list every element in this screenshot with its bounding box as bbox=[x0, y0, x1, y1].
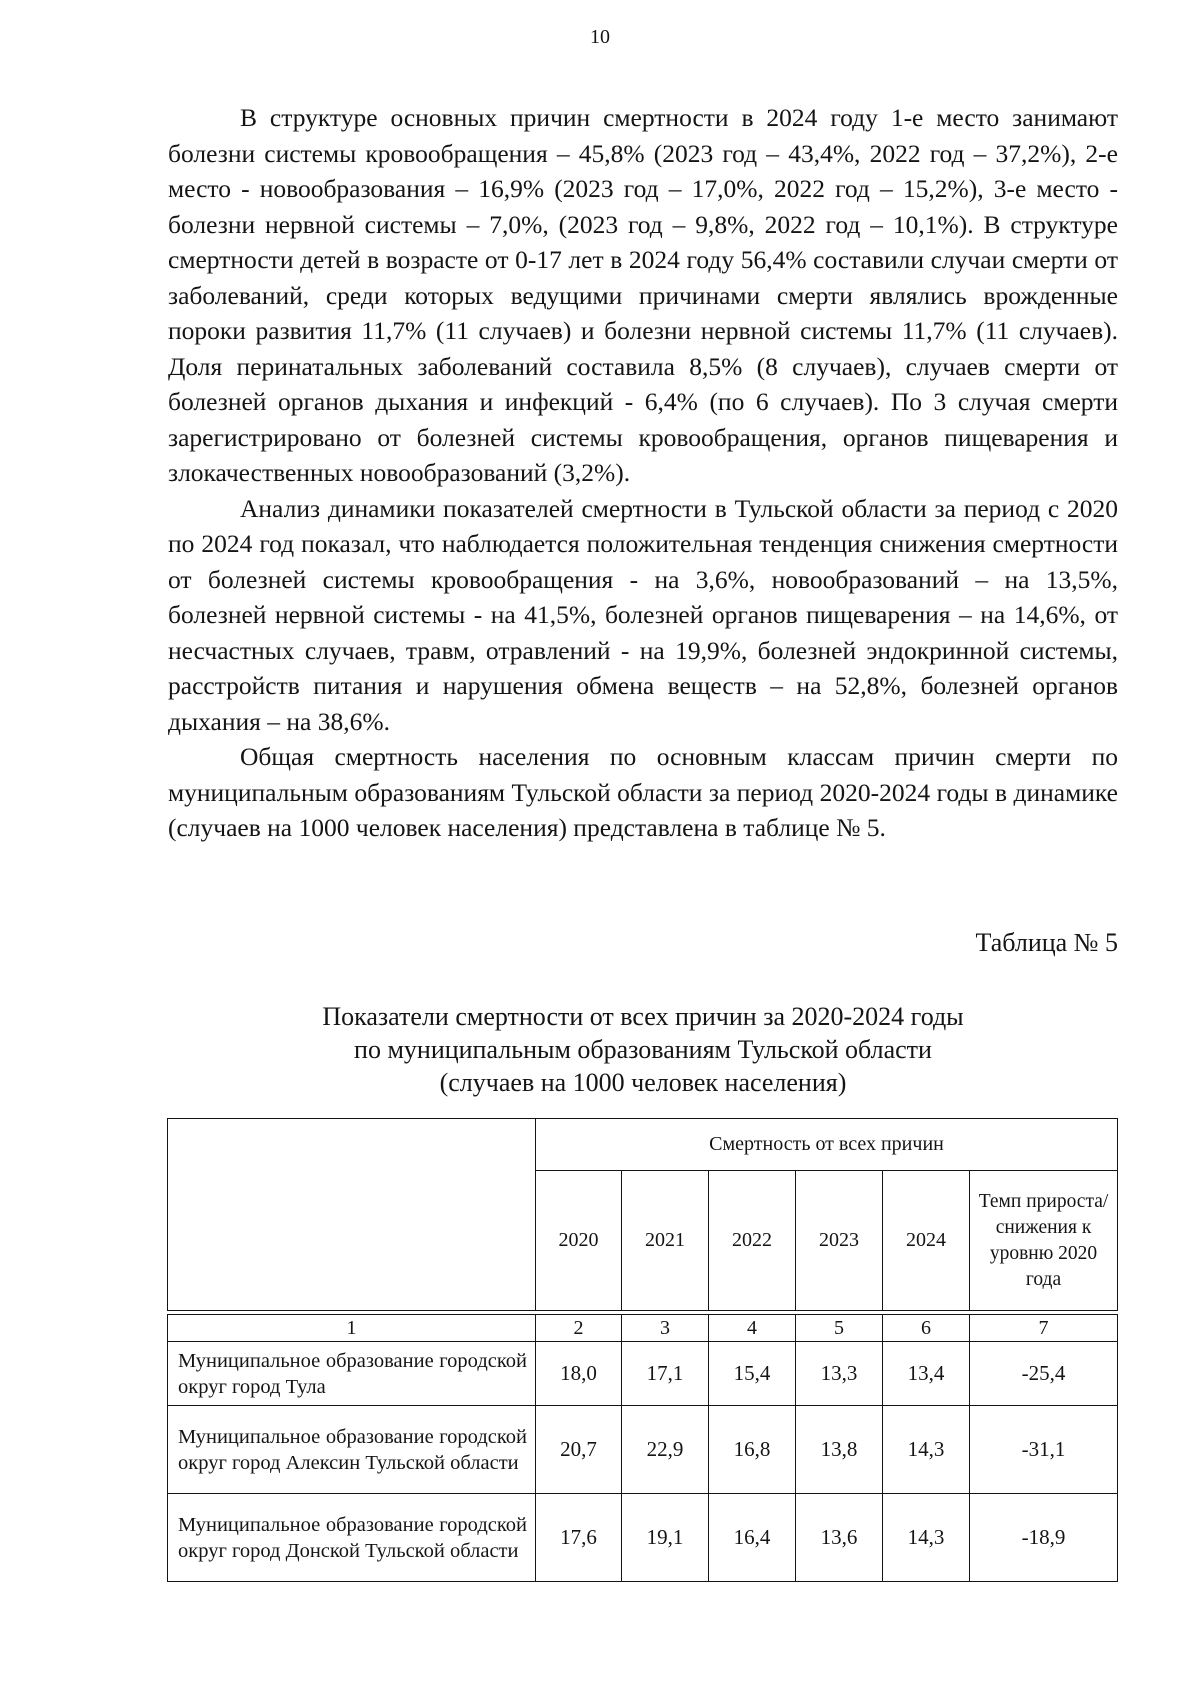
value-2023: 13,8 bbox=[796, 1406, 883, 1494]
year-header: 2024 bbox=[883, 1171, 970, 1311]
growth-rate-value: -25,4 bbox=[970, 1342, 1118, 1406]
growth-rate-value: -18,9 bbox=[970, 1494, 1118, 1582]
value-2022: 15,4 bbox=[709, 1342, 796, 1406]
year-header: 2020 bbox=[536, 1171, 622, 1311]
column-number: 6 bbox=[883, 1315, 970, 1342]
value-2021: 19,1 bbox=[622, 1494, 709, 1582]
column-number: 5 bbox=[796, 1315, 883, 1342]
value-2023: 13,3 bbox=[796, 1342, 883, 1406]
body-text bbox=[168, 100, 1118, 846]
table-title-line: по муниципальным образованиям Тульской области bbox=[354, 1035, 932, 1064]
column-number: 4 bbox=[709, 1315, 796, 1342]
paragraph: Общая смертность населения по основным классам причин смерти по муниципальным образованиям Тульской области за период 2020-2024 годы в динамике (случаев на 1000 человек населения) представлена в таблице № 5. bbox=[168, 742, 1118, 842]
data-table bbox=[167, 1314, 1117, 1582]
paragraph: Анализ динамики показателей смертности в Тульской области за период с 2020 по 2024 год показал, что наблюдается положительная тенденция снижения смертности от болезней системы кровообращения - на 3,6%, новообразований – на 13,5%, болезней нервной системы - на 41,5%, болезней органов пищеварения – на 14,6%, от несчастных случаев, травм, отравлений - на 19,9%, болезней эндокринной системы, расстройств питания и нарушения обмена веществ – на 52,8%, болезней органов дыхания – на 38,6%. bbox=[168, 493, 1118, 736]
year-header: 2023 bbox=[796, 1171, 883, 1311]
header-empty-cell bbox=[168, 1119, 536, 1311]
table-row bbox=[168, 1406, 1118, 1494]
table-title-line: (случаев на 1000 человек населения) bbox=[439, 1068, 847, 1097]
value-2024: 14,3 bbox=[883, 1494, 970, 1582]
column-number: 3 bbox=[622, 1315, 709, 1342]
row-name: Муниципальное образование городской округ город Тула bbox=[168, 1342, 536, 1406]
value-2024: 14,3 bbox=[883, 1406, 970, 1494]
value-2020: 18,0 bbox=[536, 1342, 622, 1406]
value-2022: 16,4 bbox=[709, 1494, 796, 1582]
value-2023: 13,6 bbox=[796, 1494, 883, 1582]
paragraph: В структуре основных причин смертности в 2024 году 1-е место занимают болезни системы кровообращения – 45,8% (2023 год – 43,4%, 2022 год – 37,2%), 2-е место - новообразования – 16,9% (2023 год – 17,0%, 2022 год – 15,2%), 3-е место - болезни нервной системы – 7,0%, (2023 год – 9,8%, 2022 год – 10,1%). В структуре смертности детей в возрасте от 0-17 лет в 2024 году 56,4% составили случаи смерти от заболеваний, среди которых ведущими причинами смерти являлись врожденные пороки развития 11,7% (11 случаев) и болезни нервной системы 11,7% (11 случаев). Доля перинатальных заболеваний составила 8,5% (8 случаев), случаев смерти от болезней органов дыхания и инфекций - 6,4% (по 6 случаев). По 3 случая смерти зарегистрировано от болезней системы кровообращения, органов пищеварения и злокачественных новообразований (3,2%). bbox=[168, 103, 1118, 487]
column-number: 2 bbox=[536, 1315, 622, 1342]
value-2024: 13,4 bbox=[883, 1342, 970, 1406]
table-header bbox=[167, 1118, 1117, 1311]
value-2021: 22,9 bbox=[622, 1406, 709, 1494]
column-number-row bbox=[168, 1315, 1118, 1342]
table-row bbox=[168, 1494, 1118, 1582]
table-title bbox=[168, 1000, 1118, 1099]
row-name: Муниципальное образование городской округ город Алексин Тульской области bbox=[168, 1406, 536, 1494]
table-row bbox=[168, 1342, 1118, 1406]
column-number: 1 bbox=[168, 1315, 536, 1342]
year-header: 2022 bbox=[709, 1171, 796, 1311]
column-number: 7 bbox=[970, 1315, 1118, 1342]
growth-rate-value: -31,1 bbox=[970, 1406, 1118, 1494]
year-header: 2021 bbox=[622, 1171, 709, 1311]
growth-rate-header: Темп прироста/ снижения к уровню 2020 года bbox=[970, 1171, 1118, 1311]
group-header: Смертность от всех причин bbox=[536, 1119, 1118, 1171]
value-2022: 16,8 bbox=[709, 1406, 796, 1494]
page-number: 10 bbox=[590, 26, 610, 48]
value-2020: 20,7 bbox=[536, 1406, 622, 1494]
value-2021: 17,1 bbox=[622, 1342, 709, 1406]
table-title-line: Показатели смертности от всех причин за 2020-2024 годы bbox=[322, 1002, 964, 1031]
row-name: Муниципальное образование городской округ город Донской Тульской области bbox=[168, 1494, 536, 1582]
value-2020: 17,6 bbox=[536, 1494, 622, 1582]
table-label: Таблица № 5 bbox=[975, 928, 1118, 957]
